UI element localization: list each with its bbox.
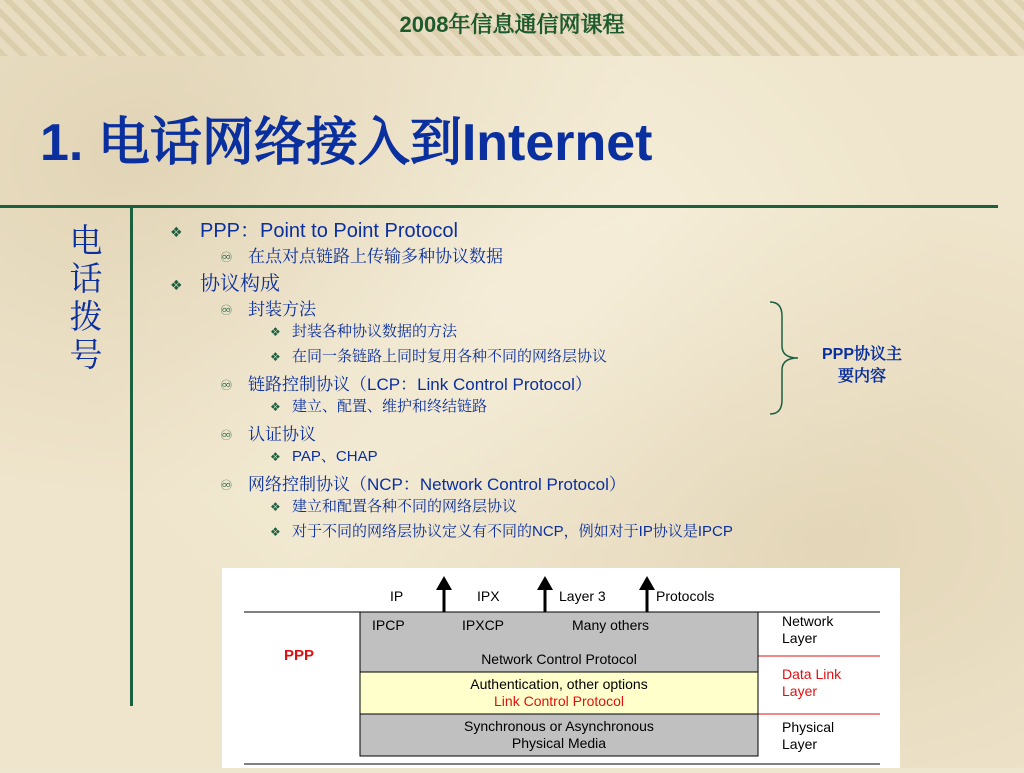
loop-bullet-icon: ♾ (220, 249, 233, 265)
diamond-bullet-icon: ❖ (270, 400, 281, 414)
phys-line1: Synchronous or Asynchronous (464, 718, 654, 734)
bullet-item: ❖ 对于不同的网络层协议定义有不同的NCP，例如对于IP协议是IPCP (270, 523, 733, 540)
label-protocols: Protocols (656, 588, 715, 604)
lcp-line2: Link Control Protocol (494, 693, 624, 709)
label-layer3: Layer 3 (559, 588, 606, 604)
bullet-item: ❖ PPP：Point to Point Protocol (170, 220, 458, 242)
side-label: 电话拨号 (69, 222, 103, 373)
bullet-item: ♾ 认证协议 (220, 425, 316, 444)
physical-layer-line1: Physical (782, 719, 835, 735)
bullet-item: ❖ 建立、配置、维护和终结链路 (270, 398, 488, 415)
course-title: 2008年信息通信网课程 (399, 12, 625, 37)
loop-bullet-icon: ♾ (220, 427, 233, 443)
ncp-ipcp: IPCP (372, 617, 405, 633)
brace-label-line2: 要内容 (837, 368, 886, 385)
lcp-line1: Authentication, other options (470, 676, 648, 692)
diamond-bullet-icon: ❖ (270, 450, 281, 464)
bullet-item: ❖ 协议构成 (170, 273, 280, 295)
label-ipx: IPX (477, 588, 500, 604)
bullet-item: ♾ 在点对点链路上传输多种协议数据 (220, 247, 503, 266)
brace-label (806, 344, 918, 388)
bullet-item: ❖ 在同一条链路上同时复用各种不同的网络层协议 (270, 348, 608, 365)
loop-bullet-icon: ♾ (220, 477, 233, 493)
diamond-bullet-icon: ❖ (270, 525, 281, 539)
horizontal-divider (0, 205, 998, 208)
ppp-label: PPP (284, 647, 315, 664)
vertical-divider (130, 208, 133, 706)
ncp-many-others: Many others (572, 617, 650, 633)
diamond-bullet-icon: ❖ (170, 277, 183, 293)
bullet-item: ♾ 网络控制协议（NCP：Network Control Protocol） (220, 475, 626, 494)
bullet-item: ❖ 封装各种协议数据的方法 (270, 323, 458, 340)
diamond-bullet-icon: ❖ (170, 224, 183, 240)
bullet-item: ❖ PAP、CHAP (270, 448, 378, 465)
diamond-bullet-icon: ❖ (270, 350, 281, 364)
ncp-label: Network Control Protocol (481, 651, 637, 667)
bullet-item: ❖ 建立和配置各种不同的网络层协议 (270, 498, 518, 515)
label-ip: IP (390, 588, 404, 604)
datalink-layer-line2: Layer (782, 683, 818, 699)
bullet-item: ♾ 链路控制协议（LCP：Link Control Protocol） (220, 375, 592, 394)
network-layer-line2: Layer (782, 630, 818, 646)
network-layer-line1: Network (782, 613, 834, 629)
phys-line2: Physical Media (511, 735, 607, 751)
diamond-bullet-icon: ❖ (270, 325, 281, 339)
physical-layer-line2: Layer (782, 736, 818, 752)
brace-label-line1: PPP协议主 (821, 346, 903, 363)
ncp-ipxcp: IPXCP (462, 617, 505, 633)
diamond-bullet-icon: ❖ (270, 500, 281, 514)
ppp-stack-diagram (222, 568, 900, 768)
loop-bullet-icon: ♾ (220, 302, 233, 318)
bullet-item: ♾ 封装方法 (220, 300, 316, 319)
loop-bullet-icon: ♾ (220, 377, 233, 393)
curly-brace-icon (768, 300, 802, 416)
page-title: 1. 电话网络接入到Internet (40, 114, 653, 172)
datalink-layer-line1: Data Link (782, 666, 842, 682)
